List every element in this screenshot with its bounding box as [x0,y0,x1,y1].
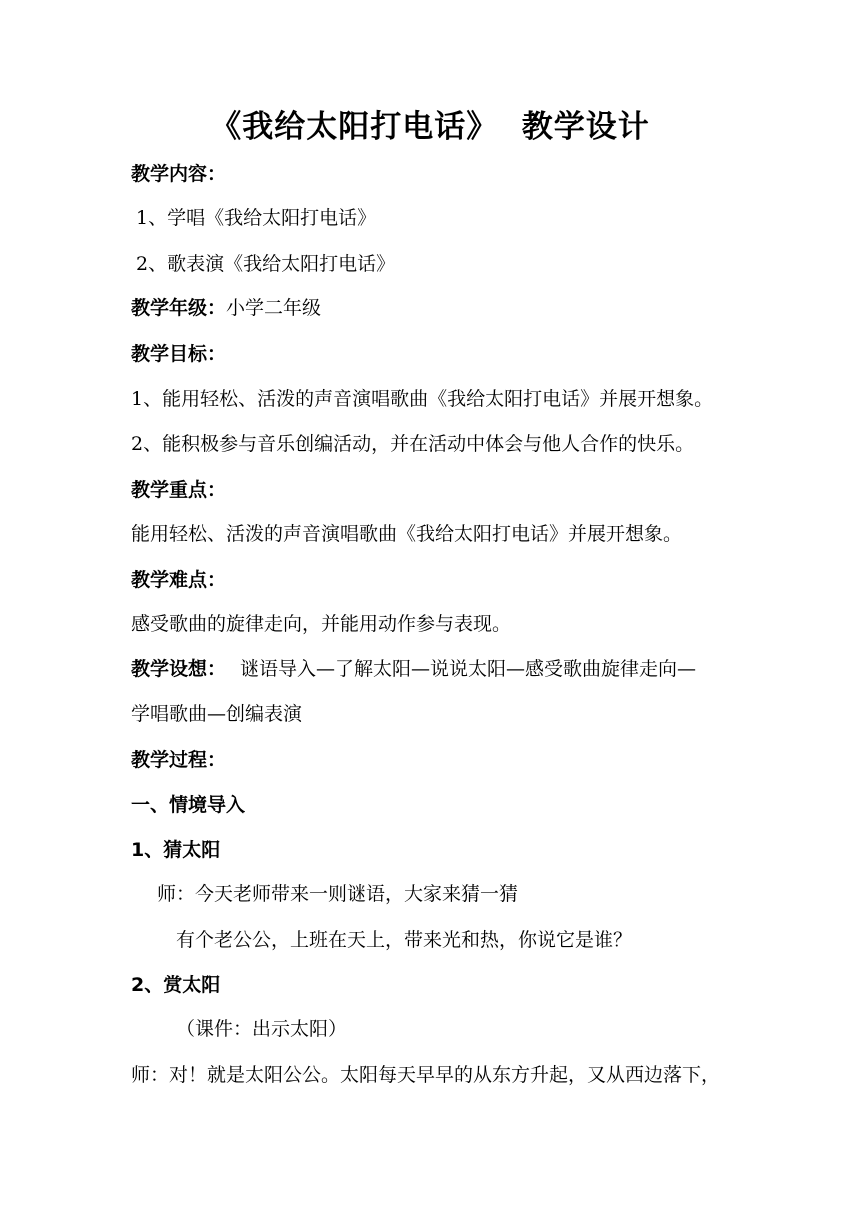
riddle-text: 有个老公公，上班在天上，带来光和热，你说它是谁？ [176,929,633,951]
courseware-note: （课件：出示太阳） [176,1018,348,1040]
key-points-text: 能用轻松、活泼的声音演唱歌曲《我给太阳打电话》并展开想象。 [131,523,683,545]
key-points-label: 教学重点： [131,479,227,501]
objectives-label: 教学目标： [131,343,227,365]
step-heading-1: 1、猜太阳 [131,839,221,861]
concept-label: 教学设想： [131,658,227,680]
teacher-line-2: 师：对！就是太阳公公。太阳每天早早的从东方升起，又从西边落下， [131,1064,721,1086]
objective-item-2: 2、能积极参与音乐创编活动，并在活动中体会与他人合作的快乐。 [131,433,695,455]
grade-value: 小学二年级 [226,297,322,319]
document-title: 《我给太阳打电话》 教学设计 [210,109,650,145]
section-heading-1: 一、情境导入 [131,794,246,816]
process-label: 教学过程： [131,749,227,771]
concept-text-2: 学唱歌曲—创编表演 [131,703,303,725]
concept-text-1: 谜语导入—了解太阳—说说太阳—感受歌曲旋律走向— [240,658,697,680]
objective-item-1: 1、能用轻松、活泼的声音演唱歌曲《我给太阳打电话》并展开想象。 [131,388,714,410]
content-item-1: 1、学唱《我给太阳打电话》 [136,207,377,229]
content-item-2: 2、歌表演《我给太阳打电话》 [136,253,396,275]
teacher-line-1: 师：今天老师带来一则谜语，大家来猜一猜 [157,883,519,905]
difficulties-text: 感受歌曲的旋律走向，并能用动作参与表现。 [131,613,512,635]
difficulties-label: 教学难点： [131,569,227,591]
content-label: 教学内容： [131,163,227,185]
grade-label: 教学年级： [131,297,227,319]
concept-line [131,655,696,683]
grade-line [131,294,321,322]
step-heading-2: 2、赏太阳 [131,974,221,996]
